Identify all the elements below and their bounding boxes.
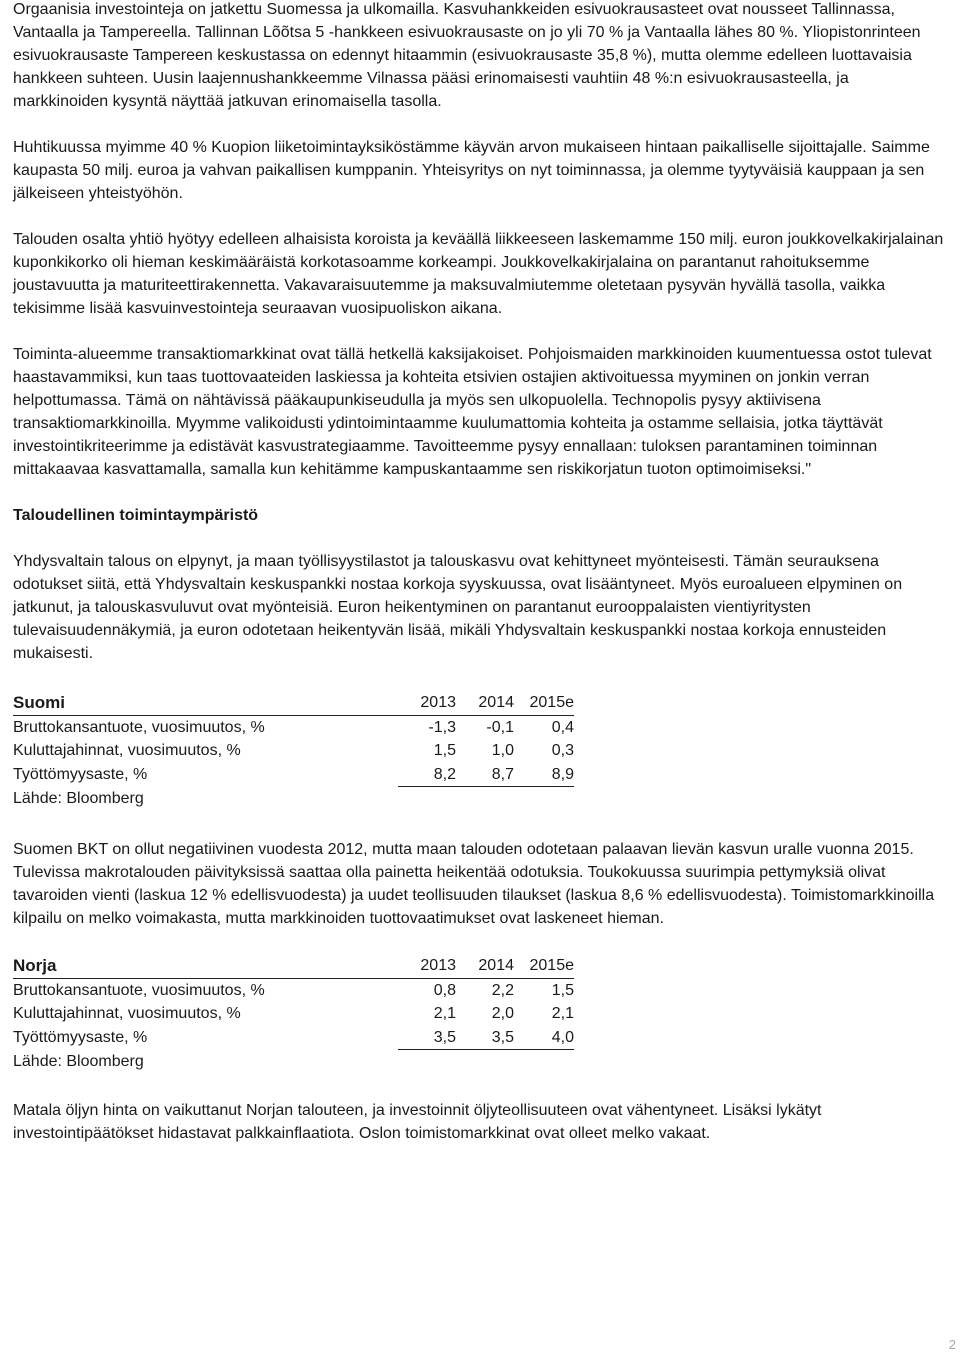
table-header-row bbox=[13, 954, 574, 978]
table-source: Lähde: Bloomberg bbox=[13, 1053, 144, 1070]
paragraph-finland-gdp: Suomen BKT on ollut negatiivinen vuodesta 2012, mutta maan talouden odotetaan palaavan lievän kasvun uralle vuonna 2015. Tulevissa makrotalouden päivityksissä saattaa olla painetta heikentää odotuksia. Toukokuussa suurimpia pettymyksiä olivat tavaroiden vienti (laskua 12 % edellisvuodesta) ja uudet teollisuuden tilaukset (laskua 8,6 % edellisvuodesta). Toimistomarkkinoilla kilpailu on melko voimakasta, mutta markkinoiden tuottovaatimukset ovat laskeneet hieman. bbox=[13, 841, 935, 927]
table-row bbox=[13, 715, 574, 739]
paragraph-kuopio-sale: Huhtikuussa myimme 40 % Kuopion liiketoimintayksiköstämme käyvän arvon mukaiseen hintaan paikalliselle sijoittajalle. Saimme kaupasta 50 milj. euroa ja vahvan paikallisen kumppanin. Yhteisyritys on nyt toiminnassa, ja olemme tyytyväisiä kauppaan ja sen jälkeiseen yhteistyöhön. bbox=[13, 139, 930, 202]
row-label: Työttömyysaste, % bbox=[13, 1028, 148, 1046]
table-suomi-wrapper bbox=[13, 691, 948, 810]
cell-value: 1,0 bbox=[491, 742, 514, 759]
year-header: 2013 bbox=[398, 691, 456, 715]
paragraph-norway-economy: Matala öljyn hinta on vaikuttanut Norjan talouteen, ja investoinnit öljyteollisuuteen ovat vähentyneet. Lisäksi lykätyt investointipäätökset hidastavat palkkainflaatiota. Oslon toimistomarkkinat ovat olleet melko vakaat. bbox=[13, 1102, 822, 1142]
year-header: 2014 bbox=[456, 954, 514, 978]
cell-value: -1,3 bbox=[428, 718, 456, 736]
row-label: Työttömyysaste, % bbox=[13, 765, 148, 783]
row-label: Kuluttajahinnat, vuosimuutos, % bbox=[13, 742, 241, 759]
document-page bbox=[13, 0, 948, 1145]
cell-value: 8,7 bbox=[456, 763, 514, 787]
table-row bbox=[13, 978, 574, 1002]
cell-value: 8,9 bbox=[514, 763, 574, 787]
cell-value: 0,3 bbox=[551, 742, 574, 759]
row-label: Kuluttajahinnat, vuosimuutos, % bbox=[13, 1005, 241, 1022]
table-header-row bbox=[13, 691, 574, 715]
year-header: 2015e bbox=[514, 691, 574, 715]
paragraph-financing: Talouden osalta yhtiö hyötyy edelleen alhaisista koroista ja keväällä liikkeeseen laskemamme 150 milj. euron joukkovelkakirjalainan kuponkikorko oli hieman keskimääräistä korkotasoamme korkeampi. Joukkovelkakirjalaina on parantanut rahoituksemme joustavuutta ja maturiteettirakennetta. Vakavaraisuutemme ja maksuvalmiutemme oletetaan pysyvän hyvällä tasolla, vaikka tekisimme lisää kasvuinvestointeja seuraavan vuosipuoliskon aikana. bbox=[13, 231, 944, 317]
table-norja-wrapper bbox=[13, 954, 948, 1073]
cell-value: 3,5 bbox=[398, 1026, 456, 1050]
table-suomi bbox=[13, 691, 574, 787]
cell-value: 1,5 bbox=[551, 981, 574, 999]
cell-value: 4,0 bbox=[514, 1026, 574, 1050]
table-row bbox=[13, 1002, 574, 1026]
cell-value: 2,1 bbox=[551, 1005, 574, 1022]
cell-value: 2,0 bbox=[491, 1005, 514, 1022]
cell-value: 2,1 bbox=[433, 1005, 456, 1022]
cell-value: 8,2 bbox=[398, 763, 456, 787]
paragraph-investments: Orgaanisia investointeja on jatkettu Suomessa ja ulkomailla. Kasvuhankkeiden esivuokrausasteet ovat nousseet Tallinnassa, Vantaalla ja Tampereella. Tallinnan Lõõtsa 5 -hankkeen esivuokrausaste on jo yli 70 % ja Vantaalla lähes 80 %. Yliopistonrinteen esivuokrausaste Tampereen keskustassa on edennyt hitaammin (esivuokrausaste 35,8 %), mutta olemme edelleen luottavaisia hankkeen suhteen. Uusin laajennushankkeemme Vilnassa pääsi erinomaisesti vauhtiin 48 %:n esivuokrausasteella, ja markkinoiden kysyntä näyttää jatkuvan erinomaisella tasolla. bbox=[13, 1, 921, 110]
year-header: 2015e bbox=[514, 954, 574, 978]
section-heading: Taloudellinen toimintaympäristö bbox=[13, 507, 259, 524]
table-source: Lähde: Bloomberg bbox=[13, 790, 144, 807]
cell-value: 2,2 bbox=[491, 981, 514, 999]
table-title: Suomi bbox=[13, 691, 398, 715]
table-row bbox=[13, 1026, 574, 1050]
page-number: 2 bbox=[948, 1337, 956, 1352]
table-row bbox=[13, 763, 574, 787]
table-title: Norja bbox=[13, 954, 398, 978]
cell-value: 0,8 bbox=[433, 981, 456, 999]
cell-value: 0,4 bbox=[551, 718, 574, 736]
year-header: 2013 bbox=[398, 954, 456, 978]
paragraph-us-economy: Yhdysvaltain talous on elpynyt, ja maan työllisyystilastot ja talouskasvu ovat kehittyneet myönteisesti. Tämän seurauksena odotukset siitä, että Yhdysvaltain keskuspankki nostaa korkoja syyskuussa, ovat lisääntyneet. Myös euroalueen elpyminen on jatkunut, ja talouskasvuluvut ovat myönteisiä. Euron heikentyminen on parantanut eurooppalaisten vientiyritysten tulevaisuudennäkymiä, ja euron odotetaan heikentyvän lisää, mikäli Yhdysvaltain keskuspankki nostaa korkoja ennusteiden mukaisesti. bbox=[13, 553, 903, 662]
table-norja bbox=[13, 954, 574, 1050]
cell-value: -0,1 bbox=[486, 718, 514, 736]
row-label: Bruttokansantuote, vuosimuutos, % bbox=[13, 981, 265, 999]
paragraph-transaction-markets: Toiminta-alueemme transaktiomarkkinat ovat tällä hetkellä kaksijakoiset. Pohjoismaiden markkinoiden kuumentuessa ostot tulevat haastavammiksi, kun taas tuottovaateiden laskiessa ja kohteita etsivien ostajien aktivoituessa myyminen on jonkin verran helpottumassa. Tämä on nähtävissä pääkaupunkiseudulla ja myös sen ulkopuolella. Technopolis pysyy aktiivisena transaktiomarkkinoilla. Myymme valikoidusti ydintoimintaamme kuulumattomia kohteita ja ostamme sellaisia, jotka täyttävät investointikriteerimme ja edistävät kasvustrategiaamme. Tavoitteemme pysyy ennallaan: tuloksen parantaminen toiminnan mittakaavaa kasvattamalla, samalla kun kehitämme kampuskantaamme sen riskikorjatun tuoton optimoimiseksi." bbox=[13, 346, 932, 478]
year-header: 2014 bbox=[456, 691, 514, 715]
row-label: Bruttokansantuote, vuosimuutos, % bbox=[13, 718, 265, 736]
cell-value: 1,5 bbox=[433, 742, 456, 759]
cell-value: 3,5 bbox=[456, 1026, 514, 1050]
table-row bbox=[13, 739, 574, 763]
